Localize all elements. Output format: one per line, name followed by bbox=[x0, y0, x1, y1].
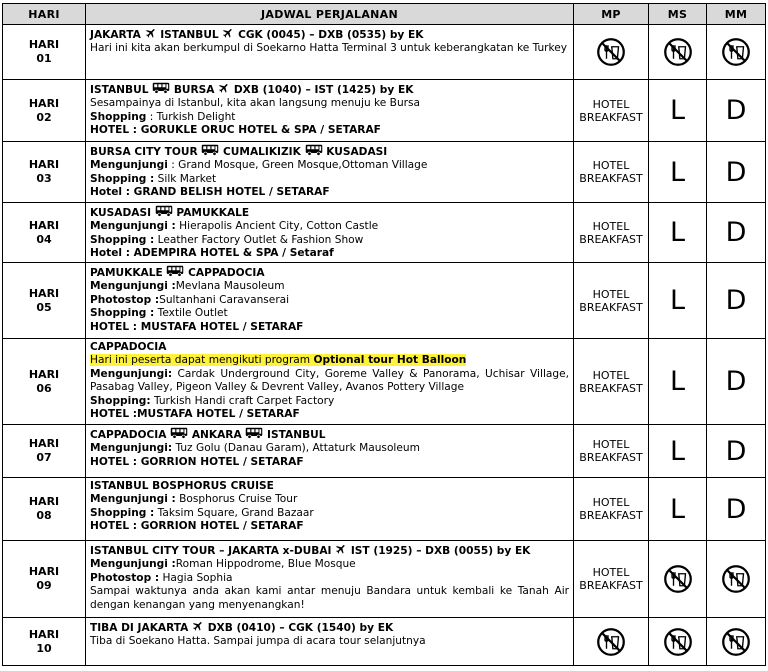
no-food-drink-icon bbox=[721, 564, 751, 594]
day-label: HARI bbox=[28, 218, 60, 232]
schedule-line bbox=[90, 144, 569, 159]
meal-text: BREAKFAST bbox=[579, 451, 643, 464]
day-cell bbox=[3, 478, 86, 541]
itinerary-row bbox=[3, 339, 766, 425]
itinerary-table bbox=[2, 3, 766, 666]
dinner-letter: D bbox=[725, 285, 747, 316]
detail-label: HOTEL : MUSTAFA HOTEL / SETARAF bbox=[90, 320, 304, 333]
detail-label: Shopping: bbox=[90, 394, 151, 407]
detail-label: HOTEL : GORUKLE ORUC HOTEL & SPA / SETARAF bbox=[90, 124, 381, 137]
bus-icon bbox=[152, 82, 170, 94]
ms-cell bbox=[649, 425, 707, 478]
schedule-line bbox=[90, 354, 569, 367]
no-food-drink-icon bbox=[596, 627, 626, 657]
itinerary-row bbox=[3, 25, 766, 80]
day-label: 07 bbox=[36, 451, 52, 464]
mp-cell bbox=[574, 25, 649, 80]
route-title: ISTANBUL bbox=[156, 29, 223, 41]
day-label: HARI bbox=[28, 565, 60, 578]
detail-text: : Grand Mosque, Green Mosque,Ottoman Village bbox=[167, 159, 428, 172]
meal-text: BREAKFAST bbox=[579, 300, 643, 314]
schedule-line bbox=[90, 173, 569, 186]
meal-text: HOTEL bbox=[592, 566, 630, 579]
schedule-line bbox=[90, 395, 569, 408]
route-title: ISTANBUL bbox=[90, 84, 153, 96]
day-cell bbox=[3, 618, 86, 666]
schedule-line bbox=[90, 97, 569, 110]
day-label: HARI bbox=[28, 38, 60, 51]
schedule-line bbox=[90, 27, 569, 42]
mm-cell bbox=[707, 80, 766, 142]
schedule-line bbox=[90, 572, 569, 585]
route-title: CAPPADOCIA bbox=[184, 267, 265, 279]
meal-text: HOTEL bbox=[592, 287, 630, 301]
mm-cell bbox=[707, 203, 766, 263]
schedule-line bbox=[90, 558, 569, 571]
day-label: 06 bbox=[36, 381, 52, 395]
detail-label: Mengunjungi: bbox=[90, 367, 173, 380]
itinerary-row bbox=[3, 203, 766, 263]
header-hari: HARI bbox=[3, 4, 86, 25]
schedule-cell bbox=[86, 263, 574, 339]
detail-label: Photostop : bbox=[90, 571, 160, 584]
mm-cell bbox=[707, 478, 766, 541]
schedule-line bbox=[90, 159, 569, 172]
day-cell bbox=[3, 339, 86, 425]
route-title: CUMALIKIZIK bbox=[219, 146, 305, 158]
route-title: CAPPADOCIA bbox=[90, 429, 171, 441]
ms-cell bbox=[649, 478, 707, 541]
detail-text: Turkish Handi craft Carpet Factory bbox=[150, 394, 335, 407]
schedule-line bbox=[90, 456, 569, 469]
schedule-line bbox=[90, 321, 569, 334]
no-food-drink-icon bbox=[663, 37, 693, 67]
day-cell bbox=[3, 203, 86, 263]
day-label: HARI bbox=[28, 437, 60, 450]
no-food-drink-icon bbox=[721, 627, 751, 657]
day-label: 04 bbox=[36, 232, 52, 246]
mp-cell bbox=[574, 339, 649, 425]
schedule-line bbox=[90, 341, 569, 354]
detail-text: Hari ini kita akan berkumpul di Soekarno Hatta Terminal 3 untuk keberangkatan ke Turkey bbox=[90, 42, 568, 55]
detail-label: Mengunjungi: bbox=[90, 442, 173, 455]
ms-cell bbox=[649, 203, 707, 263]
header-mm: MM bbox=[707, 4, 766, 25]
route-title: KUSADASI bbox=[90, 207, 155, 219]
itinerary-row bbox=[3, 142, 766, 203]
detail-text: : Turkish Delight bbox=[146, 110, 236, 123]
schedule-line bbox=[90, 368, 569, 395]
meal-text: HOTEL bbox=[592, 496, 630, 509]
detail-text: Silk Market bbox=[154, 172, 217, 185]
detail-label: Hotel : ADEMPIRA HOTEL & SPA / Setaraf bbox=[90, 247, 334, 260]
lunch-letter: L bbox=[669, 95, 686, 126]
schedule-line bbox=[90, 280, 569, 293]
detail-text: Cardak Underground City, Goreme Valley & Panorama, Uchisar Village, Pasabag Valley, Pigeon Valley & Devrent Valley, Avanos Pottery Village bbox=[90, 367, 569, 394]
dinner-letter: D bbox=[725, 95, 747, 126]
itinerary-row bbox=[3, 618, 766, 666]
mm-cell bbox=[707, 425, 766, 478]
day-cell bbox=[3, 142, 86, 203]
no-food-drink-icon bbox=[721, 37, 751, 67]
mp-cell bbox=[574, 263, 649, 339]
detail-text: Taksim Square, Grand Bazaar bbox=[154, 506, 314, 519]
day-cell bbox=[3, 541, 86, 618]
route-title: BURSA bbox=[170, 84, 219, 96]
schedule-line bbox=[90, 493, 569, 506]
mp-cell bbox=[574, 478, 649, 541]
day-label: 02 bbox=[36, 110, 52, 124]
ms-cell bbox=[649, 618, 707, 666]
route-title: CGK (0045) – DXB (0535) by EK bbox=[234, 29, 424, 41]
mp-cell bbox=[574, 541, 649, 618]
detail-label: HOTEL : GORRION HOTEL / SETARAF bbox=[90, 520, 304, 533]
day-cell bbox=[3, 263, 86, 339]
meal-text: BREAKFAST bbox=[579, 110, 643, 124]
schedule-line bbox=[90, 307, 569, 320]
header-row bbox=[3, 4, 766, 25]
mm-cell bbox=[707, 263, 766, 339]
day-cell bbox=[3, 425, 86, 478]
detail-label: HOTEL : GORRION HOTEL / SETARAF bbox=[90, 455, 304, 468]
schedule-cell bbox=[86, 425, 574, 478]
dinner-letter: D bbox=[725, 156, 747, 188]
schedule-line bbox=[90, 205, 569, 220]
bus-icon bbox=[305, 144, 323, 156]
day-label: HARI bbox=[28, 158, 60, 171]
header-ms: MS bbox=[649, 4, 707, 25]
meal-text: BREAKFAST bbox=[579, 381, 643, 395]
route-title: DXB (0410) – CGK (1540) by EK bbox=[204, 622, 394, 634]
lunch-letter: L bbox=[669, 217, 686, 248]
schedule-line bbox=[90, 585, 569, 612]
day-label: 01 bbox=[36, 52, 52, 65]
bus-icon bbox=[166, 265, 184, 277]
detail-label: Hotel : GRAND BELISH HOTEL / SETARAF bbox=[90, 186, 330, 199]
schedule-cell bbox=[86, 618, 574, 666]
route-title: PAMUKKALE bbox=[172, 207, 250, 219]
schedule-line bbox=[90, 124, 569, 137]
day-cell bbox=[3, 80, 86, 142]
detail-text: Mevlana Mausoleum bbox=[175, 280, 285, 293]
meal-text: HOTEL bbox=[592, 219, 630, 233]
meal-text: BREAKFAST bbox=[579, 232, 643, 246]
header-jadwal: JADWAL PERJALANAN bbox=[86, 4, 574, 25]
no-food-drink-icon bbox=[596, 37, 626, 67]
detail-label: Shopping : bbox=[90, 506, 155, 519]
header-mp: MP bbox=[574, 4, 649, 25]
meal-text: BREAKFAST bbox=[579, 579, 643, 592]
day-label: 03 bbox=[36, 172, 52, 185]
no-food-drink-icon bbox=[663, 627, 693, 657]
mp-cell bbox=[574, 203, 649, 263]
no-food-drink-icon bbox=[663, 564, 693, 594]
mm-cell bbox=[707, 142, 766, 203]
detail-text: Tiba di Soekano Hatta. Sampai jumpa di acara tour selanjutnya bbox=[90, 635, 426, 648]
schedule-cell bbox=[86, 339, 574, 425]
meal-text: HOTEL bbox=[592, 97, 630, 111]
detail-text: Leather Factory Outlet & Fashion Show bbox=[154, 233, 364, 246]
detail-label: Mengunjungi bbox=[90, 159, 168, 172]
lunch-letter: L bbox=[669, 435, 686, 467]
detail-label: Mengunjungi : bbox=[90, 493, 176, 506]
ms-cell bbox=[649, 25, 707, 80]
detail-label: Mengunjungi : bbox=[90, 558, 176, 571]
schedule-line bbox=[90, 265, 569, 280]
schedule-line bbox=[90, 520, 569, 533]
mp-cell bbox=[574, 80, 649, 142]
schedule-line bbox=[90, 635, 569, 648]
dinner-letter: D bbox=[725, 217, 747, 248]
route-title: JAKARTA bbox=[90, 29, 145, 41]
mp-cell bbox=[574, 142, 649, 203]
bus-icon bbox=[245, 427, 263, 439]
bus-icon bbox=[155, 205, 173, 217]
route-title: IST (1925) – DXB (0055) by EK bbox=[347, 545, 531, 557]
meal-text: HOTEL bbox=[592, 368, 630, 382]
itinerary-row bbox=[3, 541, 766, 618]
schedule-line bbox=[90, 427, 569, 442]
schedule-line bbox=[90, 480, 569, 493]
lunch-letter: L bbox=[669, 285, 686, 316]
ms-cell bbox=[649, 541, 707, 618]
mp-cell bbox=[574, 425, 649, 478]
detail-text: Textile Outlet bbox=[154, 307, 228, 320]
itinerary-row bbox=[3, 425, 766, 478]
detail-text: Roman Hippodrome, Blue Mosque bbox=[175, 558, 356, 571]
detail-label: Mengunjungi : bbox=[90, 220, 176, 233]
route-title: TIBA DI JAKARTA bbox=[90, 622, 193, 634]
schedule-line bbox=[90, 543, 569, 558]
dinner-letter: D bbox=[725, 493, 747, 525]
schedule-line bbox=[90, 234, 569, 247]
day-label: 05 bbox=[36, 300, 52, 314]
schedule-line bbox=[90, 247, 569, 260]
schedule-line bbox=[90, 620, 569, 635]
ms-cell bbox=[649, 263, 707, 339]
meal-text: HOTEL bbox=[592, 159, 630, 172]
mm-cell bbox=[707, 339, 766, 425]
route-title: CAPPADOCIA bbox=[90, 341, 167, 353]
schedule-cell bbox=[86, 142, 574, 203]
day-label: HARI bbox=[28, 495, 60, 508]
optional-tour: Optional tour Hot Balloon bbox=[313, 354, 467, 367]
day-label: HARI bbox=[28, 367, 60, 381]
mm-cell bbox=[707, 541, 766, 618]
schedule-line bbox=[90, 408, 569, 421]
day-label: 09 bbox=[36, 579, 52, 592]
detail-label: Shopping : bbox=[90, 307, 155, 320]
ms-cell bbox=[649, 339, 707, 425]
schedule-cell bbox=[86, 478, 574, 541]
dinner-letter: D bbox=[725, 435, 747, 467]
day-label: HARI bbox=[28, 286, 60, 300]
meal-text: HOTEL bbox=[592, 438, 630, 451]
day-label: HARI bbox=[28, 627, 60, 641]
schedule-line bbox=[90, 186, 569, 199]
schedule-line bbox=[90, 507, 569, 520]
day-label: HARI bbox=[28, 96, 60, 110]
lunch-letter: L bbox=[669, 366, 686, 397]
day-label: 10 bbox=[36, 641, 52, 655]
schedule-cell bbox=[86, 541, 574, 618]
route-title: DXB (1040) – IST (1425) by EK bbox=[230, 84, 414, 96]
mp-cell bbox=[574, 618, 649, 666]
mm-cell bbox=[707, 618, 766, 666]
schedule-line bbox=[90, 111, 569, 124]
lunch-letter: L bbox=[669, 493, 686, 525]
itinerary-row bbox=[3, 263, 766, 339]
detail-text: Sultanhani Caravanserai bbox=[159, 293, 290, 306]
route-title: PAMUKKALE bbox=[90, 267, 167, 279]
route-title: ISTANBUL BOSPHORUS CRUISE bbox=[90, 480, 274, 492]
detail-text: Hierapolis Ancient City, Cotton Castle bbox=[175, 220, 379, 233]
route-title: BURSA CITY TOUR bbox=[90, 146, 202, 158]
schedule-line bbox=[90, 442, 569, 455]
mm-cell bbox=[707, 25, 766, 80]
route-title: ISTANBUL bbox=[263, 429, 326, 441]
schedule-cell bbox=[86, 80, 574, 142]
itinerary-row bbox=[3, 80, 766, 142]
plane-icon bbox=[218, 82, 230, 94]
itinerary-row bbox=[3, 478, 766, 541]
ms-cell bbox=[649, 80, 707, 142]
detail-label: HOTEL :MUSTAFA HOTEL / SETARAF bbox=[90, 408, 300, 421]
plane-icon bbox=[335, 543, 347, 555]
schedule-line bbox=[90, 294, 569, 307]
detail-label: Photostop : bbox=[90, 293, 160, 306]
day-label: 08 bbox=[36, 509, 52, 522]
schedule-line bbox=[90, 220, 569, 233]
detail-label: Mengunjungi : bbox=[90, 280, 176, 293]
lunch-letter: L bbox=[669, 156, 686, 188]
detail-label: Shopping bbox=[90, 110, 147, 123]
detail-text: Hari ini peserta dapat mengikuti program bbox=[90, 354, 314, 367]
detail-label: Shopping : bbox=[90, 233, 155, 246]
detail-text: Bosphorus Cruise Tour bbox=[175, 493, 298, 506]
schedule-line bbox=[90, 42, 569, 55]
schedule-line bbox=[90, 82, 569, 97]
meal-text: BREAKFAST bbox=[579, 509, 643, 522]
route-title: ISTANBUL CITY TOUR – JAKARTA x-DUBAI bbox=[90, 545, 336, 557]
detail-text: Sesampainya di Istanbul, kita akan langsung menuju ke Bursa bbox=[90, 97, 421, 110]
bus-icon bbox=[201, 144, 219, 156]
plane-icon bbox=[222, 27, 234, 39]
detail-text: Tuz Golu (Danau Garam), Attaturk Mausoleum bbox=[172, 442, 420, 455]
dinner-letter: D bbox=[725, 366, 747, 397]
route-title: KUSADASI bbox=[322, 146, 388, 158]
day-cell bbox=[3, 25, 86, 80]
meal-text: BREAKFAST bbox=[579, 172, 643, 185]
schedule-cell bbox=[86, 203, 574, 263]
route-title: ANKARA bbox=[188, 429, 246, 441]
detail-text: Hagia Sophia bbox=[159, 571, 233, 584]
plane-icon bbox=[192, 620, 204, 632]
detail-text: Sampai waktunya anda akan kami antar menuju Bandara untuk kembali ke Tanah Air dengan kenangan yang menyenangkan! bbox=[90, 585, 569, 611]
schedule-cell bbox=[86, 25, 574, 80]
ms-cell bbox=[649, 142, 707, 203]
plane-icon bbox=[145, 27, 157, 39]
detail-label: Shopping : bbox=[90, 172, 155, 185]
bus-icon bbox=[170, 427, 188, 439]
